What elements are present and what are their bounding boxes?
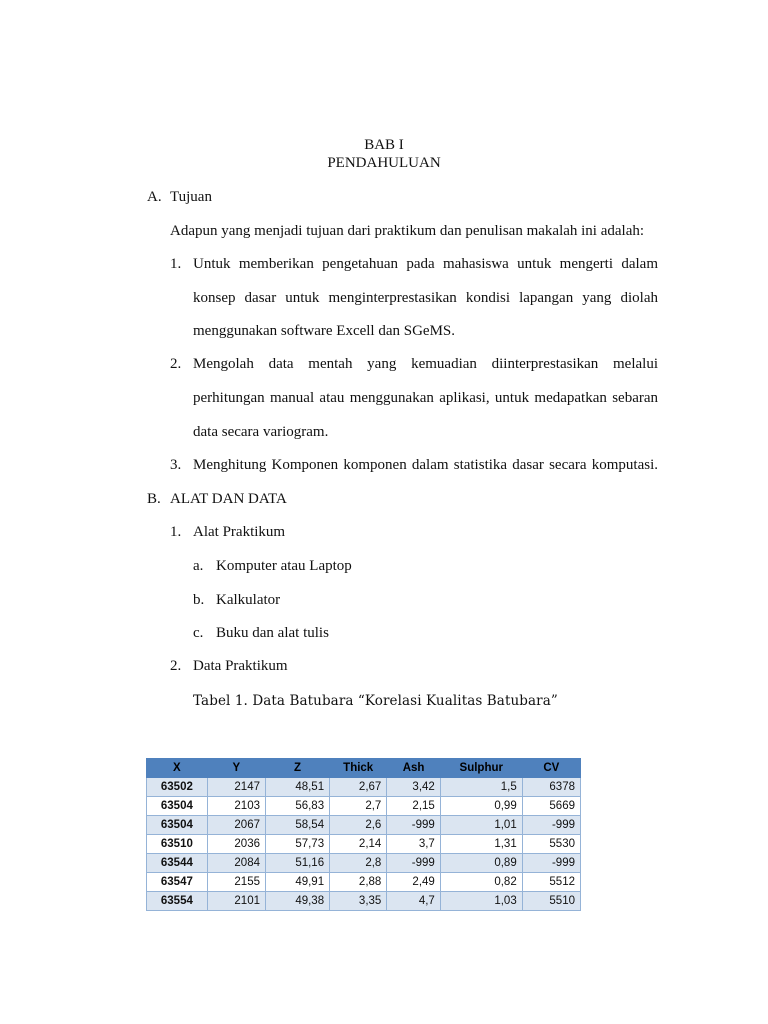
table-cell: 2,8 — [330, 854, 387, 873]
table-cell: 2103 — [207, 797, 265, 816]
sublist-item: Kalkulator — [216, 592, 281, 608]
table-header-row — [147, 759, 581, 778]
table-cell: 63547 — [147, 873, 208, 892]
list-item-line: Mengolah data mentah yang kemuadian diinterprestasikan melalui — [193, 356, 658, 372]
table-cell: 63554 — [147, 892, 208, 911]
table-cell: 2,67 — [330, 778, 387, 797]
table-cell: 51,16 — [266, 854, 330, 873]
chapter-title: PENDAHULUAN — [327, 155, 441, 171]
table-cell: 63502 — [147, 778, 208, 797]
table-cell: 48,51 — [266, 778, 330, 797]
table-cell: 49,91 — [266, 873, 330, 892]
column-header: Ash — [387, 759, 441, 778]
list-item-line: Untuk memberikan pengetahuan pada mahasiswa untuk mengerti dalam — [193, 256, 658, 272]
table-cell: 5510 — [522, 892, 580, 911]
table-cell: 2,88 — [330, 873, 387, 892]
table-cell: 2,14 — [330, 835, 387, 854]
list-item-line: data secara variogram. — [193, 424, 329, 440]
subsection-number: 1. — [170, 524, 182, 540]
table-cell: 57,73 — [266, 835, 330, 854]
table-cell: 2036 — [207, 835, 265, 854]
table-cell: 1,01 — [440, 816, 522, 835]
list-item-line: Menghitung Komponen komponen dalam statistika dasar secara komputasi. — [193, 457, 658, 473]
list-item-line: menggunakan software Excell dan SGeMS. — [193, 323, 456, 339]
subsection-title-alat: Alat Praktikum — [193, 524, 286, 540]
table-cell: 2084 — [207, 854, 265, 873]
table-row — [147, 797, 581, 816]
list-item-line: perhitungan manual atau menggunakan aplikasi, untuk medapatkan sebaran — [193, 390, 658, 406]
table-cell: 58,54 — [266, 816, 330, 835]
table-cell: 2,15 — [387, 797, 441, 816]
table-cell: 5669 — [522, 797, 580, 816]
table-cell: -999 — [387, 816, 441, 835]
table-cell: 3,7 — [387, 835, 441, 854]
table-cell: 0,82 — [440, 873, 522, 892]
table-body — [147, 778, 581, 911]
table-row — [147, 892, 581, 911]
table-cell: 5530 — [522, 835, 580, 854]
table-cell: 56,83 — [266, 797, 330, 816]
subsection-title-data: Data Praktikum — [193, 658, 288, 674]
table-cell: -999 — [387, 854, 441, 873]
column-header: Thick — [330, 759, 387, 778]
column-header: CV — [522, 759, 580, 778]
table-cell: 63544 — [147, 854, 208, 873]
column-header: X — [147, 759, 208, 778]
sublist-item: Komputer atau Laptop — [216, 558, 352, 574]
list-item-number: 3. — [170, 457, 182, 473]
table-cell: -999 — [522, 816, 580, 835]
section-b-title: ALAT DAN DATA — [170, 491, 287, 507]
section-a-marker: A. — [147, 189, 162, 205]
column-header: Y — [207, 759, 265, 778]
table-cell: 1,03 — [440, 892, 522, 911]
table-cell: 2,49 — [387, 873, 441, 892]
table-row — [147, 873, 581, 892]
table-cell: 2147 — [207, 778, 265, 797]
table-row — [147, 854, 581, 873]
table-row — [147, 816, 581, 835]
table-cell: 2,6 — [330, 816, 387, 835]
list-item-line: konsep dasar untuk menginterprestasikan kondisi lapangan yang diolah — [193, 290, 658, 306]
table-row — [147, 835, 581, 854]
table-cell: 4,7 — [387, 892, 441, 911]
table-cell: 5512 — [522, 873, 580, 892]
table-cell: 63504 — [147, 797, 208, 816]
table-cell: 2155 — [207, 873, 265, 892]
sublist-letter: b. — [193, 592, 205, 608]
table-cell: 3,35 — [330, 892, 387, 911]
table-cell: 6378 — [522, 778, 580, 797]
table-cell: 3,42 — [387, 778, 441, 797]
sublist-letter: a. — [193, 558, 204, 574]
section-a-intro: Adapun yang menjadi tujuan dari praktikum dan penulisan makalah ini adalah: — [170, 223, 645, 239]
column-header: Z — [266, 759, 330, 778]
table-cell: 49,38 — [266, 892, 330, 911]
list-item-number: 1. — [170, 256, 182, 272]
list-item-number: 2. — [170, 356, 182, 372]
table-cell: 63510 — [147, 835, 208, 854]
subsection-number: 2. — [170, 658, 182, 674]
table-row — [147, 778, 581, 797]
section-b-marker: B. — [147, 491, 161, 507]
table-caption: Tabel 1. Data Batubara “Korelasi Kualitas Batubara” — [193, 693, 558, 709]
table-cell: 2067 — [207, 816, 265, 835]
table-cell: 1,31 — [440, 835, 522, 854]
data-table — [146, 758, 581, 911]
table-cell: 1,5 — [440, 778, 522, 797]
chapter-label: BAB I — [364, 137, 404, 153]
table-cell: 0,89 — [440, 854, 522, 873]
sublist-letter: c. — [193, 625, 204, 641]
sublist-item: Buku dan alat tulis — [216, 625, 329, 641]
section-a-title: Tujuan — [170, 189, 212, 205]
table-cell: -999 — [522, 854, 580, 873]
table-cell: 2101 — [207, 892, 265, 911]
column-header: Sulphur — [440, 759, 522, 778]
table-cell: 0,99 — [440, 797, 522, 816]
table-cell: 63504 — [147, 816, 208, 835]
table-cell: 2,7 — [330, 797, 387, 816]
